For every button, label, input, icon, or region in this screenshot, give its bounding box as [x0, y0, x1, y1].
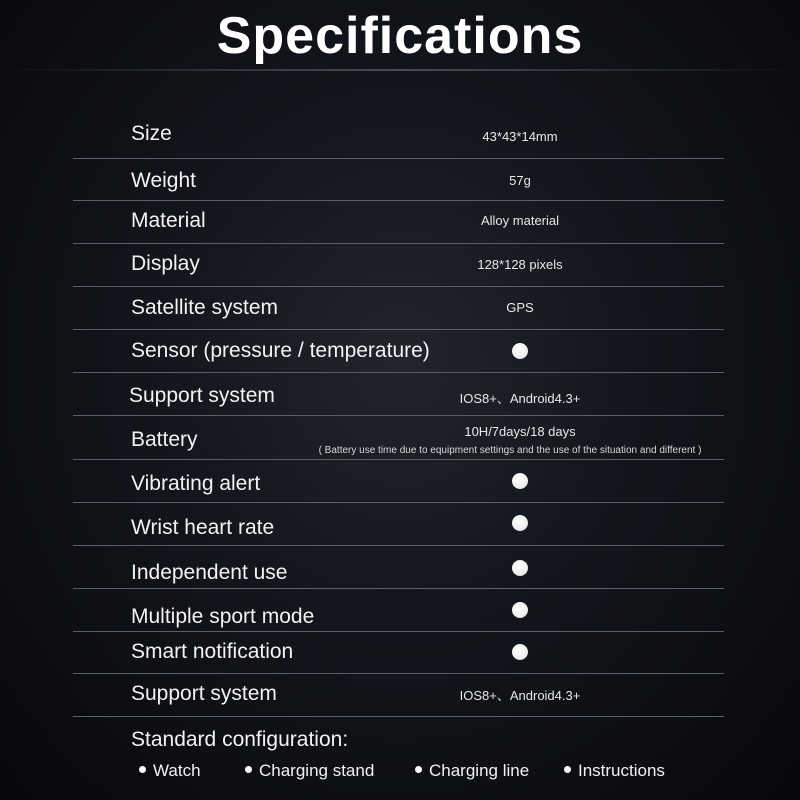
config-item-charging-line: [415, 761, 529, 781]
config-item-label: Charging stand: [259, 761, 375, 780]
title-divider: [0, 69, 800, 71]
supported-dot-icon: [512, 560, 528, 576]
supported-dot-icon: [512, 473, 528, 489]
supported-dot-icon: [512, 644, 528, 660]
row-divider: [73, 415, 724, 416]
row-divider: [73, 588, 724, 589]
spec-label-material: Material: [131, 209, 206, 232]
spec-value-weight: 57g: [509, 173, 531, 188]
row-divider: [73, 372, 724, 373]
standard-configuration-title: Standard configuration:: [131, 728, 349, 751]
bullet-icon: [415, 766, 422, 773]
spec-value-satellite-system: GPS: [506, 300, 534, 315]
config-item-label: Instructions: [578, 761, 665, 780]
config-item-charging-stand: [245, 761, 374, 781]
spec-label-sensor: Sensor (pressure / temperature): [131, 339, 430, 362]
bullet-icon: [139, 766, 146, 773]
config-item-instructions: [564, 761, 665, 781]
row-divider: [73, 329, 724, 330]
row-divider: [73, 158, 724, 159]
spec-label-support-system: Support system: [129, 384, 275, 407]
row-divider: [73, 502, 724, 503]
spec-label-vibrating-alert: Vibrating alert: [131, 472, 261, 495]
supported-dot-icon: [512, 343, 528, 359]
row-divider: [73, 716, 724, 717]
row-divider: [73, 200, 724, 201]
bullet-icon: [245, 766, 252, 773]
spec-label-smart-notification: Smart notification: [131, 640, 294, 663]
spec-value-size: 43*43*14mm: [482, 129, 558, 144]
spec-value-material: Alloy material: [480, 213, 560, 228]
bullet-icon: [564, 766, 571, 773]
spec-label-independent-use: Independent use: [131, 561, 288, 584]
spec-value-support-system: IOS8+、Android4.3+: [459, 391, 581, 406]
row-divider: [73, 545, 724, 546]
row-divider: [73, 631, 724, 632]
config-item-watch: [139, 761, 201, 781]
spec-label-weight: Weight: [131, 169, 196, 192]
row-divider: [73, 286, 724, 287]
config-item-label: Watch: [153, 761, 201, 780]
spec-label-satellite-system: Satellite system: [131, 296, 279, 319]
battery-note: ( Battery use time due to equipment settings and the use of the situation and different ): [318, 445, 702, 456]
row-divider: [73, 243, 724, 244]
spec-label-size: Size: [131, 122, 172, 145]
config-item-label: Charging line: [429, 761, 530, 780]
spec-label-support-system-2: Support system: [131, 682, 277, 705]
supported-dot-icon: [512, 602, 528, 618]
page-title: Specifications: [216, 7, 584, 65]
row-divider: [73, 673, 724, 674]
spec-value-support-system-2: IOS8+、Android4.3+: [459, 688, 581, 703]
spec-value-battery: 10H/7days/18 days: [464, 424, 576, 439]
spec-value-display: 128*128 pixels: [477, 257, 563, 272]
spec-label-multiple-sport-mode: Multiple sport mode: [131, 605, 315, 628]
spec-label-battery: Battery: [131, 428, 198, 451]
row-divider: [73, 459, 724, 460]
spec-label-display: Display: [131, 252, 200, 275]
spec-label-wrist-heart-rate: Wrist heart rate: [131, 516, 275, 539]
supported-dot-icon: [512, 515, 528, 531]
